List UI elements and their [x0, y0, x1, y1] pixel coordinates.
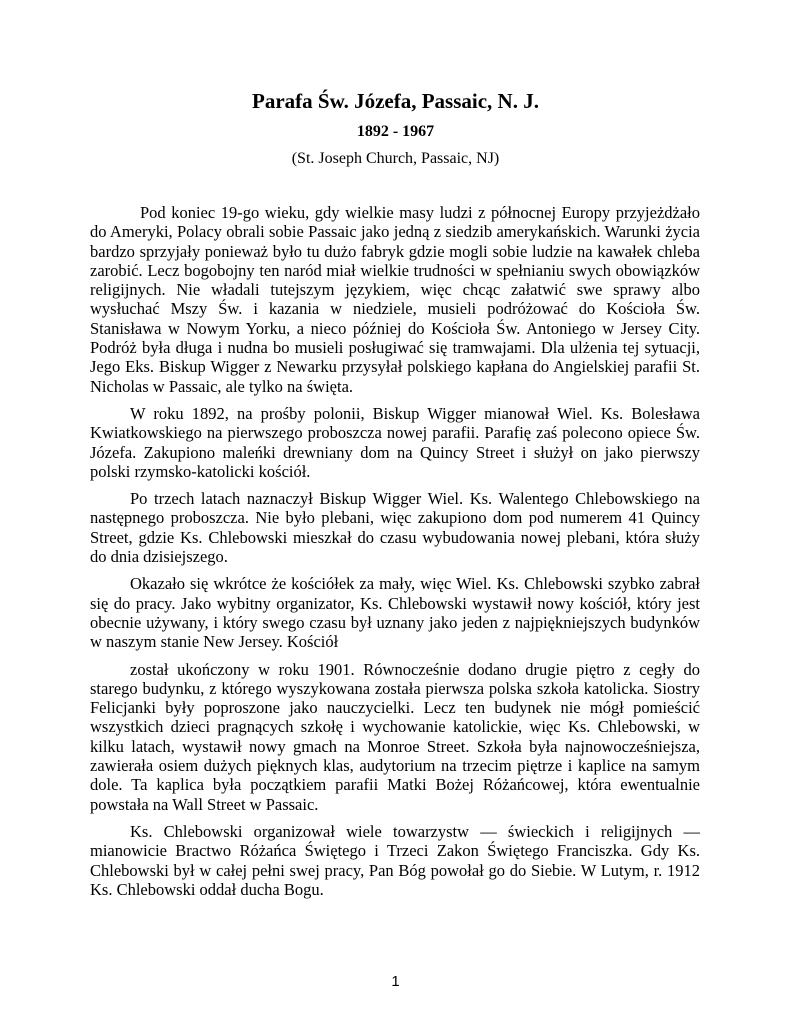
paragraph: Okazało się wkrótce że kościółek za mały, więc Wiel. Ks. Chlebowski szybko zabrał się do pracy. Jako wybitny organizator, Ks. Chlebowski wystawił nowy kościół, który jest obecnie używany, i który swego czasu był uznany jako jeden z najpiękniejszych budynków w naszym stanie New Jersey. Kościół	[90, 574, 700, 652]
paragraph: W roku 1892, na prośby polonii, Biskup Wigger mianował Wiel. Ks. Bolesława Kwiatkowskiego na pierwszego proboszcza nowej parafii. Parafię zaś polecono opiece Św. Józefa. Zakupiono maleńki drewniany dom na Quincy Street i służył on jako pierwszy polski rzymsko-katolicki kościół.	[90, 403, 700, 481]
body-text	[90, 203, 700, 907]
paragraph: został ukończony w roku 1901. Równocześnie dodano drugie piętro z cegły do starego budynku, z którego wyszykowana została pierwsza polska szkoła katolicka. Siostry Felicjanki były poproszone jako nauczycielki. Lecz ten budynek nie mógł pomieścić wszystkich dzieci pragnących szkołę i wychowanie katolickie, więc Ks. Chlebowski, w kilku latach, wystawił nowy gmach na Monroe Street. Szkoła była najnowocześniejsza, zawierała osiem dużych pięknych klas, audytorium na trzecim piętrze i kaplice na samym dole. Ta kaplica była początkiem parafii Matki Bożej Różańcowej, która ewentualnie powstała na Wall Street w Passaic.	[90, 659, 700, 814]
page-title: Parafa Św. Józefa, Passaic, N. J.	[252, 89, 539, 113]
years-heading: 1892 - 1967	[356, 123, 435, 140]
paragraph: Pod koniec 19-go wieku, gdy wielkie masy ludzi z północnej Europy przyjeżdżało do Ameryki, Polacy obrali sobie Passaic jako jedną z siedzib amerykańskich. Warunki życia bardzo sprzyjały ponieważ było tu dużo fabryk gdzie mogli sobie ludzie na kawałek chleba zarobić. Lecz bogobojny ten naród miał wielkie trudności w spełnianiu swych obowiązków religijnych. Nie władali tutejszym językiem, więc chcąc załatwić swe sprawy albo wysłuchać Mszy Św. i kazania w niedziele, musieli podróżować do Kościoła Św. Stanisława w Nowym Yorku, a nieco później do Kościoła Św. Antoniego w Jersey City. Podróż była długa i nudna bo musieli posługiwać się tramwajami. Dla ulżenia tej sytuacji, Jego Eks. Biskup Wigger z Newarku przysyłał polskiego kapłana do Angielskiej parafii St. Nicholas w Passaic, ale tylko na święta.	[90, 203, 700, 396]
page-number: 1	[391, 973, 400, 990]
english-subtitle: (St. Joseph Church, Passaic, NJ)	[291, 150, 500, 167]
paragraph: Po trzech latach naznaczył Biskup Wigger Wiel. Ks. Walentego Chlebowskiego na następnego proboszcza. Nie było plebani, więc zakupiono dom pod numerem 41 Quincy Street, gdzie Ks. Chlebowski mieszkał do czasu wybudowania nowej plebani, która służy do dnia dzisiejszego.	[90, 489, 700, 567]
paragraph: Ks. Chlebowski organizował wiele towarzystw — świeckich i religijnych — mianowicie Bractwo Różańca Świętego i Trzeci Zakon Świętego Franciszka. Gdy Ks. Chlebowski był w całej pełni swej pracy, Pan Bóg powołał go do Siebie. W Lutym, r. 1912 Ks. Chlebowski oddał ducha Bogu.	[90, 821, 700, 899]
